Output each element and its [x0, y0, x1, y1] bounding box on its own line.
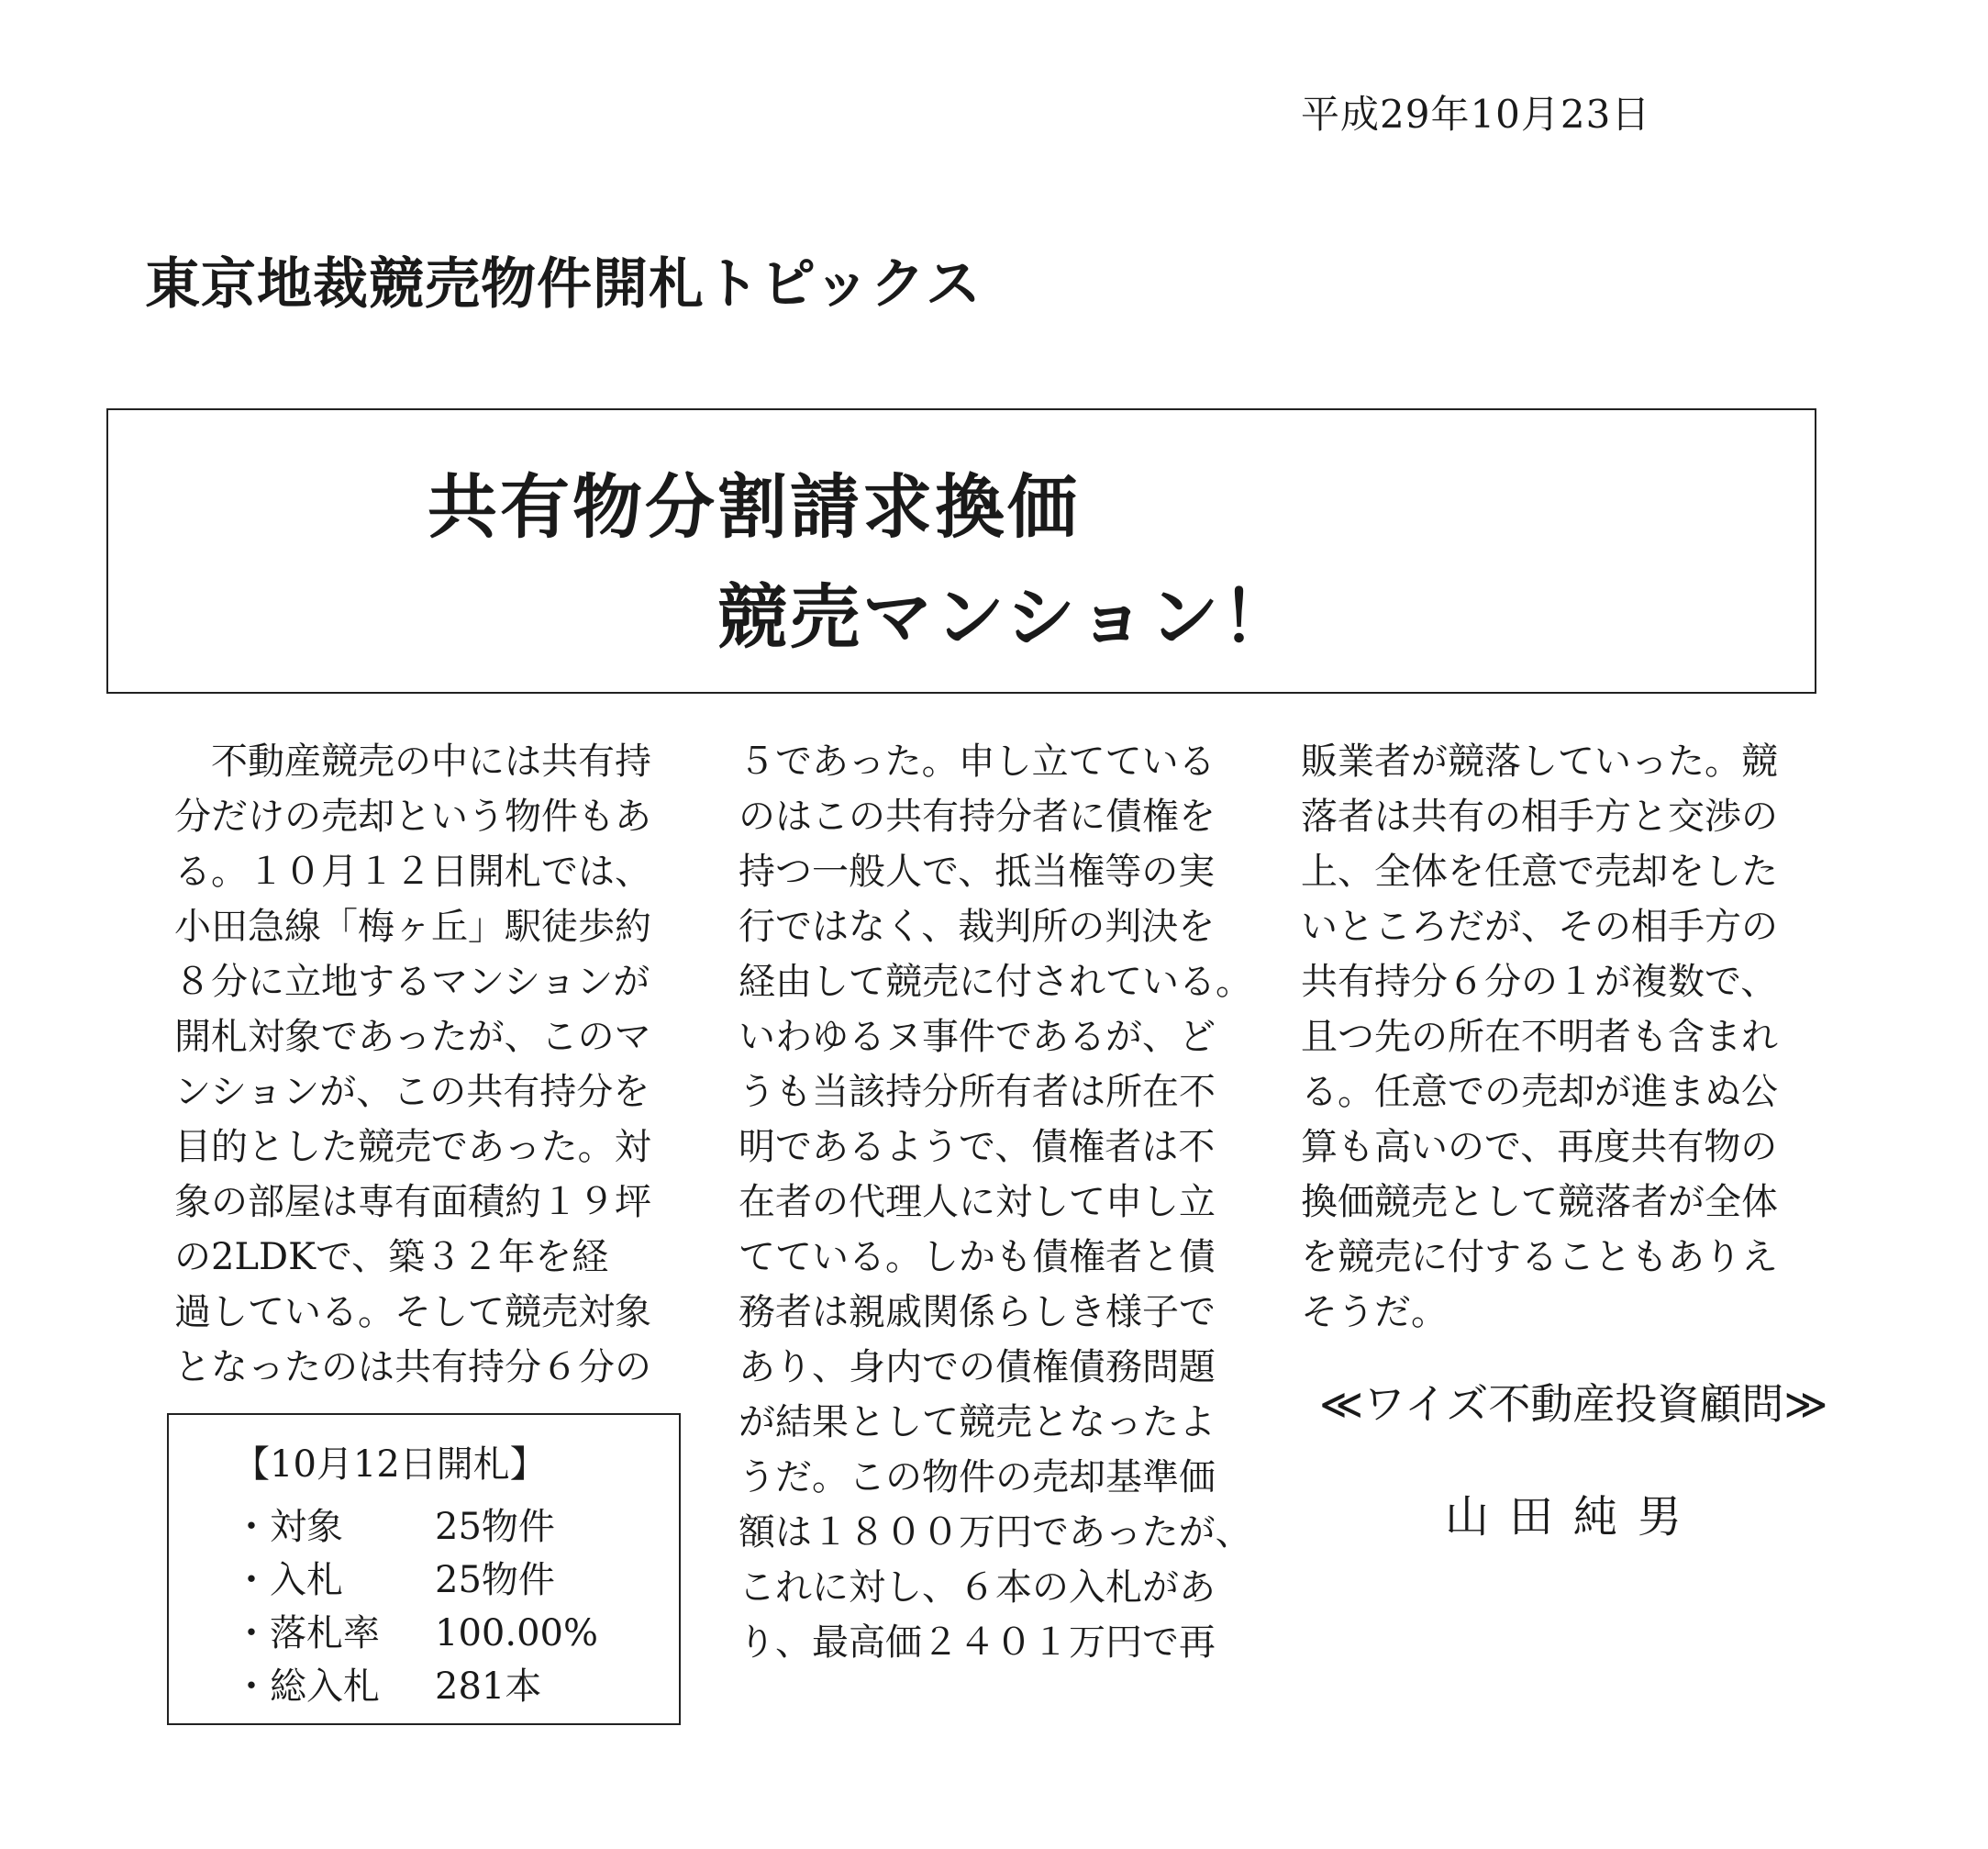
stats-label: ・総入札	[233, 1665, 380, 1708]
article-column-2	[739, 734, 1252, 1670]
text-line: 象の部屋は専有面積約１９坪	[174, 1181, 651, 1223]
text-line: が結果として競売となったよ	[739, 1401, 1216, 1443]
page-title: 東京地裁競売物件開札トピックス	[145, 252, 982, 317]
document-date: 平成29年10月23日	[1301, 92, 1651, 137]
text-line: あり、身内での債権債務問題	[739, 1346, 1216, 1388]
text-line: うも当該持分所有者は所在不	[739, 1071, 1216, 1113]
text-line: る。任意での売却が進まぬ公	[1301, 1071, 1778, 1113]
headline-line-1: 共有物分割請求換価	[428, 466, 1080, 548]
text-line: 持つ一般人で、抵当権等の実	[739, 851, 1216, 893]
stats-value: 281本	[435, 1665, 542, 1708]
text-line: うだ。この物件の売却基準価	[739, 1456, 1216, 1498]
text-line: り、最高価２４０１万円で再	[739, 1621, 1216, 1664]
auction-stats-box	[167, 1413, 681, 1725]
stats-heading: 【10月12日開札】	[233, 1443, 547, 1486]
text-line: 不動産競売の中には共有持	[174, 741, 651, 783]
text-line: これに対し、６本の入札があ	[739, 1566, 1216, 1609]
text-line: 在者の代理人に対して申し立	[739, 1181, 1216, 1223]
text-line: ８分に立地するマンションが	[174, 961, 650, 1003]
text-line: となったのは共有持分６分の	[174, 1346, 651, 1388]
text-line: 小田急線「梅ヶ丘」駅徒歩約	[174, 906, 651, 948]
text-line: る。１０月１２日開札では、	[174, 851, 651, 893]
stats-label: ・対象	[233, 1506, 343, 1548]
text-line: 明であるようで、債権者は不	[739, 1126, 1216, 1168]
headline-line-2: 競売マンション！	[717, 576, 1294, 658]
text-line: 開札対象であったが、このマ	[174, 1016, 651, 1058]
text-line: の2LDKで、築３２年を経	[174, 1236, 609, 1278]
text-line: 経由して競売に付されている。	[739, 961, 1252, 1003]
article-column-1	[174, 734, 670, 1395]
text-line: 共有持分６分の１が複数で、	[1301, 961, 1778, 1003]
stats-row-total-bids	[233, 1657, 541, 1709]
text-line: 額は１８００万円であったが、	[739, 1511, 1252, 1554]
text-line: を競売に付することもありえ	[1301, 1236, 1778, 1278]
stats-row-target	[233, 1498, 555, 1549]
text-line: いわゆるヌ事件であるが、ど	[739, 1016, 1216, 1058]
text-line: 分だけの売却という物件もあ	[174, 796, 651, 838]
stats-value: 100.00%	[435, 1612, 598, 1654]
text-line: のはこの共有持分者に債権を	[739, 796, 1216, 838]
text-line: そうだ。	[1301, 1291, 1448, 1333]
company-name: ≪ワイズ不動産投資顧問≫	[1319, 1379, 1828, 1429]
stats-label: ・落札率	[233, 1612, 380, 1654]
stats-row-bids	[233, 1551, 555, 1602]
text-line: 目的とした競売であった。対	[174, 1126, 651, 1168]
author-name: 山田純男	[1445, 1491, 1703, 1543]
stats-value: 25物件	[435, 1559, 555, 1601]
text-line: 且つ先の所在不明者も含まれ	[1301, 1016, 1778, 1058]
text-line: ５であった。申し立てている	[739, 741, 1216, 783]
text-line: いところだが、その相手方の	[1301, 906, 1778, 948]
text-line: 務者は親戚関係らしき様子で	[739, 1291, 1216, 1333]
text-line: 算も高いので、再度共有物の	[1301, 1126, 1778, 1168]
text-line: 上、全体を任意で売却をした	[1301, 851, 1778, 893]
text-line: 行ではなく、裁判所の判決を	[739, 906, 1216, 948]
stats-value: 25物件	[435, 1506, 555, 1548]
headline-box	[106, 408, 1816, 694]
stats-row-success-rate	[233, 1604, 598, 1655]
article-column-3	[1301, 734, 1796, 1340]
stats-label: ・入札	[233, 1559, 343, 1601]
text-line: ンションが、この共有持分を	[174, 1071, 650, 1113]
text-line: 換価競売として競落者が全体	[1301, 1181, 1778, 1223]
text-line: 過している。そして競売対象	[174, 1291, 651, 1333]
text-line: 販業者が競落していった。競	[1301, 741, 1778, 783]
text-line: てている。しかも債権者と債	[739, 1236, 1216, 1278]
text-line: 落者は共有の相手方と交渉の	[1301, 796, 1778, 838]
